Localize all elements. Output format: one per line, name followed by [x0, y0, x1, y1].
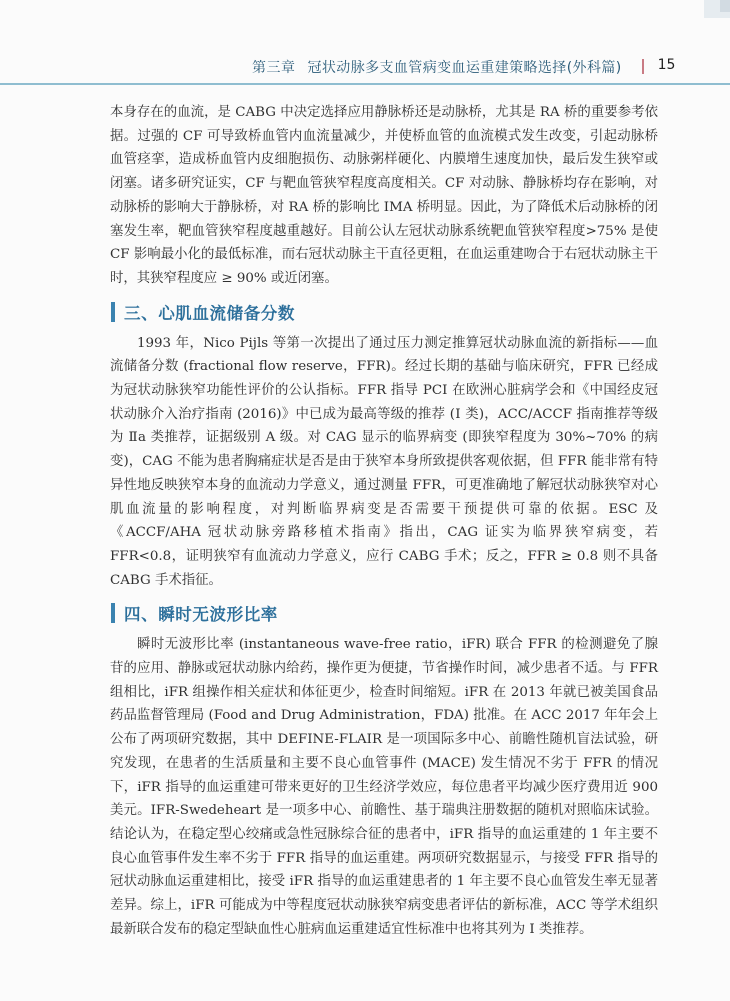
page-body: [110, 101, 658, 942]
paragraph-cf-continuation: 本身存在的血流，是 CABG 中决定选择应用静脉桥还是动脉桥，尤其是 RA 桥的重要参考依据。过强的 CF 可导致桥血管内血流量减少，并使桥血管的血流模式发生改变，引起动脉桥血管痉挛，造成桥血管内皮细胞损伤、动脉粥样硬化、内膜增生速度加快，最后发生狭窄或闭塞。诸多研究证实，CF 与靶血管狭窄程度高度相关。CF 对动脉、静脉桥均存在影响，对动脉桥的影响大于静脉桥，对 RA 桥的影响比 IMA 桥明显。因此，为了降低术后动脉桥的闭塞发生率，靶血管狭窄程度越重越好。目前公认左冠状动脉系统靶血管狭窄程度>75% 是使 CF 影响最小化的最低标准，而右冠状动脉主干直径更粗，在血运重建吻合于右冠状动脉主干时，其狭窄程度应 ≥ 90% 或近闭塞。: [110, 105, 658, 286]
section-title-ifr: 四、瞬时无波形比率: [124, 605, 278, 625]
page-number: 15: [657, 57, 676, 73]
header-divider: [642, 59, 644, 74]
section-title-ffr: 三、心肌血流储备分数: [124, 303, 295, 323]
running-header: [0, 57, 730, 85]
heading-accent-bar: [111, 302, 115, 322]
paragraph-ifr: 瞬时无波形比率 (instantaneous wave-free ratio，iFR) 联合 FFR 的检测避免了腺苷的应用、静脉或冠状动脉内给药，操作更为便捷，节省操作时间，减少患者不适。与 FFR 组相比，iFR 组操作相关症状和体征更少，检查时间缩短。iFR 在 2013 年就已被美国食品药品监督管理局 (Food and Drug Administration，FDA) 批准。在 ACC 2017 年年会上公布了两项研究数据，其中 DEFINE-FLAIR 是一项国际多中心、前瞻性随机盲法试验，研究发现，在患者的生活质量和主要不良心血管事件 (MACE) 发生情况不劣于 FFR 的情况下，iFR 指导的血运重建可带来更好的卫生经济学效应，每位患者平均减少医疗费用近 900 美元。IFR-Swedeheart 是一项多中心、前瞻性、基于瑞典注册数据的随机对照临床试验。结论认为，在稳定型心绞痛或急性冠脉综合征的患者中，iFR 指导的血运重建的 1 年主要不良心血管事件发生率不劣于 FFR 指导的血运重建。两项研究数据显示，与接受 FFR 指导的冠状动脉血运重建相比，接受 iFR 指导的血运重建患者的 1 年主要不良心血管发生率无显著差异。综上，iFR 可能成为中等程度冠状动脉狭窄病变患者评估的新标准，ACC 等学术组织最新联合发布的稳定型缺血性心脏病血运重建适宜性标准中也将其列为 Ⅰ 类推荐。: [110, 637, 658, 937]
page-corner-tab: [704, 0, 730, 18]
section-heading-ffr: [110, 301, 658, 323]
paragraph-ffr: 1993 年，Nico Pijls 等第一次提出了通过压力测定推算冠状动脉血流的新指标——血流储备分数 (fractional flow reserve，FFR)。经过长期的基础与临床研究，FFR 已经成为冠状动脉狭窄功能性评价的公认指标。FFR 指导 PCI 在欧洲心脏病学会和《中国经皮冠状动脉介入治疗指南 (2016)》中已成为最高等级的推荐 (Ⅰ 类)，ACC/ACCF 指南推荐等级为 Ⅱa 类推荐，证据级别 A 级。对 CAG 显示的临界病变 (即狭窄程度为 30%~70% 的病变)，CAG 不能为患者胸痛症状是否是由于狭窄本身所致提供客观依据，但 FFR 能非常有特异性地反映狭窄本身的血流动力学意义，通过测量 FFR，可更准确地了解冠状动脉狭窄对心肌血流量的影响程度，对判断临界病变是否需要干预提供可靠的依据。ESC 及《ACCF/AHA 冠状动脉旁路移植术指南》指出，CAG 证实为临界狭窄病变，若 FFR<0.8，证明狭窄有血流动力学意义，应行 CABG 手术；反之，FFR ≥ 0.8 则不具备 CABG 手术指征。: [110, 335, 658, 588]
heading-accent-bar: [111, 603, 115, 623]
chapter-label: 第三章: [252, 60, 296, 76]
chapter-title: 冠状动脉多支血管病变血运重建策略选择(外科篇): [307, 60, 622, 76]
section-heading-ifr: [110, 602, 658, 624]
